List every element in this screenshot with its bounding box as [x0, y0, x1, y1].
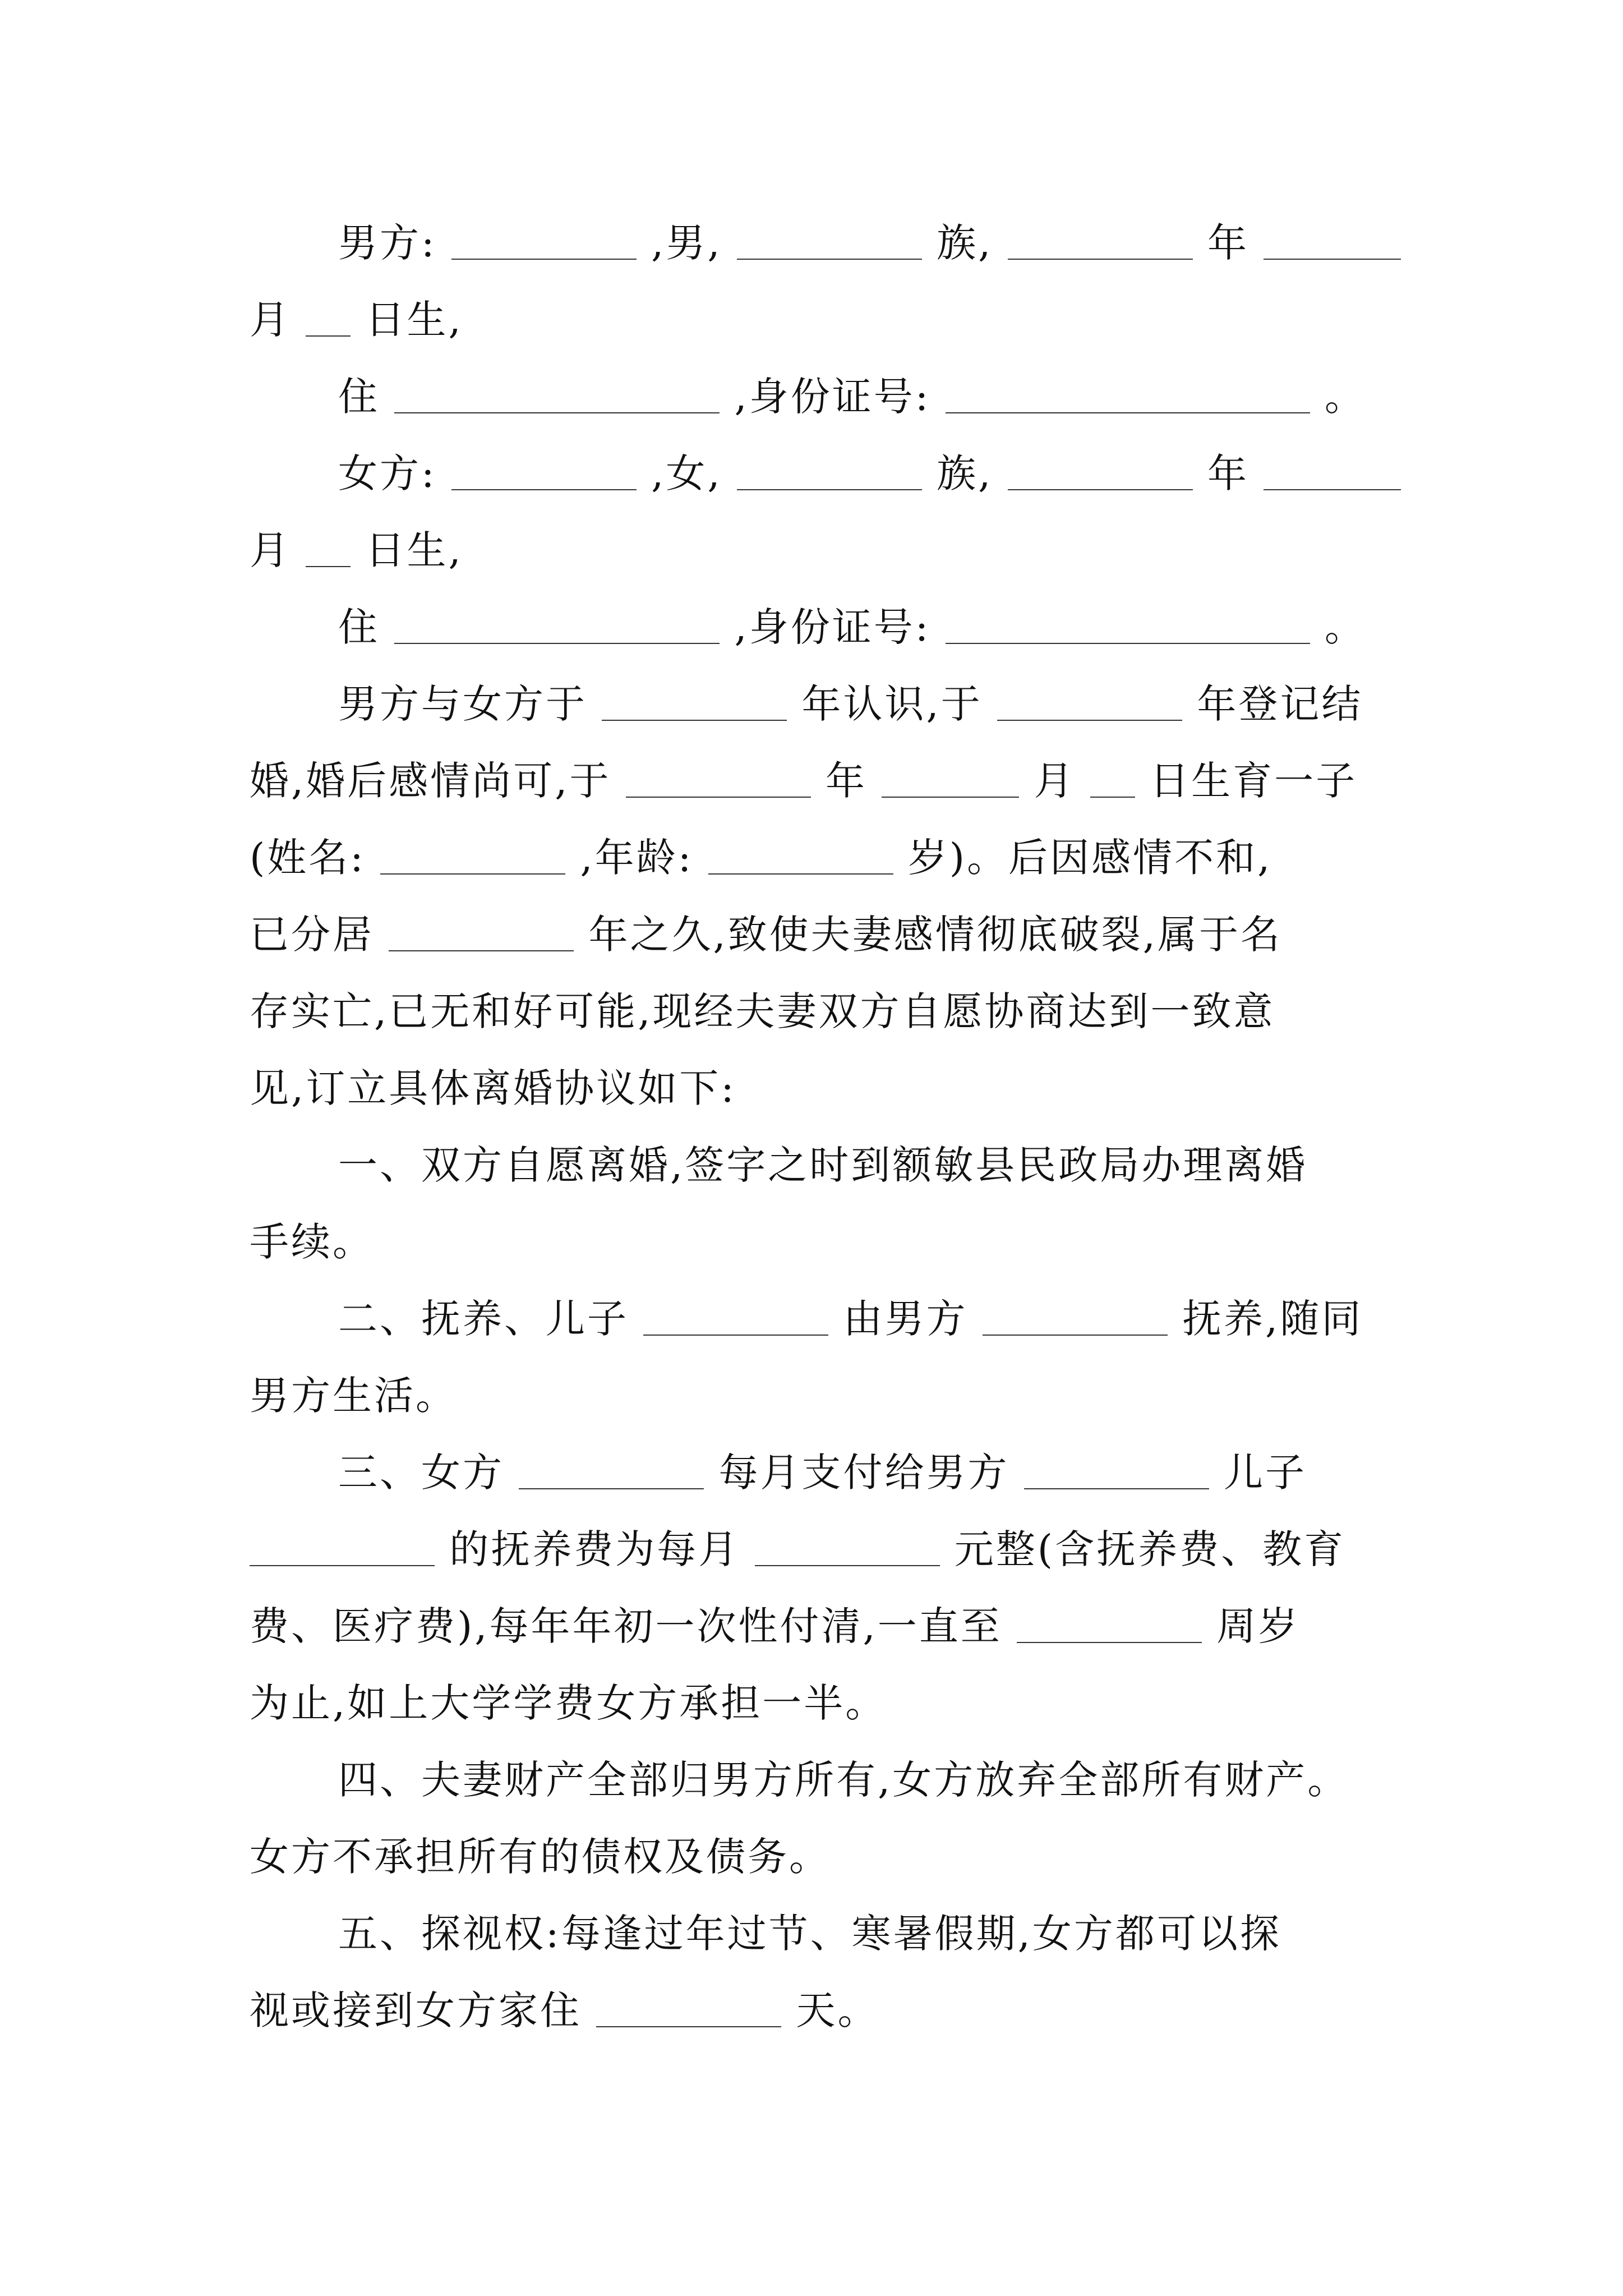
clause-text: 每月支付给男方 — [718, 1450, 1009, 1496]
agreement-body — [250, 205, 1433, 2049]
intro-text: 年认识,于 — [801, 681, 983, 727]
male-info-line-1 — [250, 205, 1433, 282]
male-name-blank — [451, 219, 637, 260]
clause-1-line-2: 手续。 — [250, 1219, 374, 1265]
son-name-blank-2 — [250, 1526, 435, 1566]
male-residence-line — [250, 358, 1433, 435]
female-name-blank — [451, 450, 637, 490]
male-birth-year-blank — [1008, 219, 1193, 260]
intro-text: 男方与女方于 — [338, 681, 587, 727]
intro-text: 日生育一子 — [1150, 758, 1358, 804]
male-ethnic-blank — [737, 219, 922, 260]
meet-year-blank — [602, 680, 787, 721]
clause-text: 二、抚养、儿子 — [338, 1296, 629, 1342]
male-residence-label: 住 — [338, 374, 380, 420]
visit-days-blank — [596, 1987, 781, 2027]
clause-2-line-2: 男方生活。 — [250, 1373, 457, 1419]
child-birth-year-blank — [626, 757, 811, 798]
clause-1-line-1: 一、双方自愿离婚,签字之时到额敏县民政局办理离婚 — [338, 1142, 1308, 1188]
intro-line-1 — [250, 666, 1433, 743]
clause-4-line-2: 女方不承担所有的债权及债务。 — [250, 1834, 831, 1880]
intro-line-3 — [250, 820, 1433, 896]
male-label: 男方: — [338, 220, 437, 266]
clause-text: 抚养,随同 — [1182, 1296, 1363, 1342]
child-name-blank — [380, 834, 565, 875]
child-birth-day-blank — [1090, 757, 1135, 798]
male-id-blank — [946, 373, 1310, 413]
clause-text: 元整(含抚养费、教育 — [954, 1526, 1346, 1572]
clause-text: 视或接到女方家住 — [250, 1987, 582, 2033]
female-label: 女方: — [338, 450, 437, 496]
female-info-line-2 — [250, 512, 1433, 589]
female-day-born-text: 日生, — [365, 527, 463, 573]
clause-text: 天。 — [796, 1987, 879, 2033]
intro-text: 年 — [826, 758, 868, 804]
clause-text: 费、医疗费),每年年初一次性付清,一直至 — [250, 1603, 1002, 1649]
intro-line-4 — [250, 896, 1433, 973]
female-id-label: ,身份证号: — [734, 604, 931, 650]
male-birth-day-blank — [306, 296, 351, 337]
clause-3-line-4: 为止,如上大学学费女方承担一半。 — [250, 1680, 887, 1726]
clause-3-line-2 — [250, 1511, 1433, 1588]
male-day-born-text: 日生, — [365, 297, 463, 343]
male-birth-month-blank — [1264, 219, 1401, 260]
intro-text: 年登记结 — [1197, 681, 1363, 727]
intro-text: 岁)。后因感情不和, — [907, 835, 1272, 881]
female-month-text: 月 — [250, 527, 291, 573]
intro-line-5: 存实亡,已无和好可能,现经夫妻双方自愿协商达到一致意 — [250, 988, 1275, 1034]
clause-text: 周岁 — [1216, 1603, 1300, 1649]
child-birth-month-blank — [882, 757, 1019, 798]
male-recipient-blank — [1024, 1449, 1209, 1489]
clause-3-line-3 — [250, 1588, 1433, 1665]
monthly-amount-blank — [755, 1526, 940, 1566]
male-period: 。 — [1324, 374, 1366, 420]
female-ethnic-blank — [737, 450, 922, 490]
clause-2-line-1 — [250, 1281, 1433, 1358]
clause-text: 三、女方 — [338, 1450, 504, 1496]
female-residence-line — [250, 589, 1433, 666]
female-id-blank — [946, 604, 1310, 644]
male-month-text: 月 — [250, 297, 291, 343]
clause-text: 的抚养费为每月 — [449, 1526, 740, 1572]
intro-text: 婚,婚后感情尚可,于 — [250, 758, 611, 804]
son-name-blank — [643, 1295, 828, 1336]
female-period: 。 — [1324, 604, 1366, 650]
female-birth-month-blank — [1264, 450, 1401, 490]
clause-text: 由男方 — [843, 1296, 968, 1342]
intro-text: 月 — [1034, 758, 1076, 804]
male-gender-text: ,男, — [651, 220, 722, 266]
clause-text: 儿子 — [1224, 1450, 1307, 1496]
clause-3-line-1 — [250, 1434, 1433, 1511]
female-payer-blank — [519, 1449, 704, 1489]
clause-5-line-2 — [250, 1972, 1433, 2049]
female-birth-year-blank — [1008, 450, 1193, 490]
female-gender-text: ,女, — [651, 450, 722, 496]
intro-text: 已分居 — [250, 912, 374, 958]
female-birth-day-blank — [306, 527, 351, 567]
clause-4-line-1: 四、夫妻财产全部归男方所有,女方放弃全部所有财产。 — [338, 1757, 1349, 1803]
intro-text: ,年龄: — [580, 835, 694, 881]
support-until-age-blank — [1017, 1603, 1202, 1643]
child-age-blank — [708, 834, 893, 875]
male-guardian-blank — [983, 1295, 1168, 1336]
intro-text: 年之久,致使夫妻感情彻底破裂,属于名 — [588, 912, 1283, 958]
male-id-label: ,身份证号: — [734, 374, 931, 420]
female-residence-label: 住 — [338, 604, 380, 650]
intro-line-6: 见,订立具体离婚协议如下: — [250, 1065, 736, 1111]
female-year-text: 年 — [1207, 450, 1249, 496]
female-ethnic-text: 族, — [937, 450, 993, 496]
male-info-line-2 — [250, 282, 1433, 358]
intro-line-2 — [250, 743, 1433, 820]
male-year-text: 年 — [1207, 220, 1249, 266]
female-residence-blank — [394, 604, 720, 644]
intro-text: (姓名: — [250, 835, 366, 881]
separation-years-blank — [389, 911, 574, 951]
male-ethnic-text: 族, — [937, 220, 993, 266]
clause-5-line-1: 五、探视权:每逢过年过节、寒暑假期,女方都可以探 — [338, 1911, 1281, 1957]
male-residence-blank — [394, 373, 720, 413]
marriage-year-blank — [997, 680, 1182, 721]
female-info-line-1 — [250, 435, 1433, 512]
